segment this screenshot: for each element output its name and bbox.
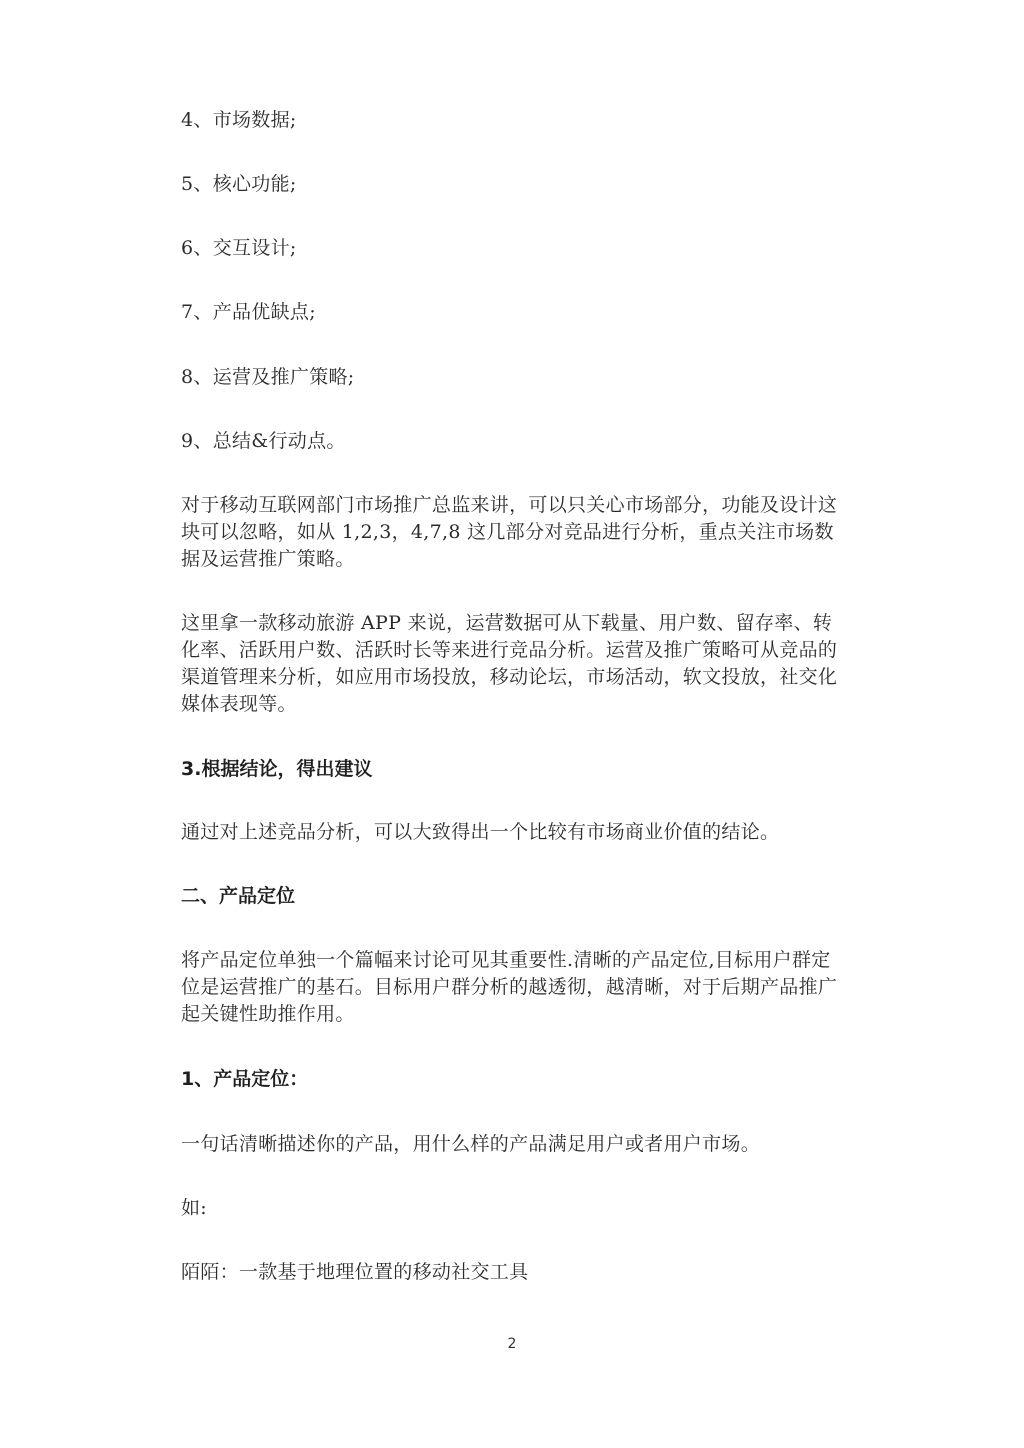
list-item-market-data: 4、市场数据;: [181, 109, 297, 131]
list-item-pros-cons: 7、产品优缺点;: [181, 301, 316, 323]
paragraph-conclusion: 通过对上述竞品分析，可以大致得出一个比较有市场商业价值的结论。: [181, 821, 780, 843]
list-item-summary: 9、总结&行动点。: [181, 430, 346, 452]
paragraph-one-sentence: 一句话清晰描述你的产品，用什么样的产品满足用户或者用户市场。: [181, 1133, 761, 1155]
example-label: 如:: [181, 1197, 208, 1219]
paragraph-positioning-intro: 将产品定位单独一个篇幅来讨论可见其重要性.清晰的产品定位,目标用户群定位是运营推广的基石。目标用户群分析的越透彻，越清晰，对于后期产品推广起关键性助推作用。: [181, 949, 838, 1025]
heading-positioning-sub: 1、产品定位：: [181, 1068, 309, 1090]
paragraph-market-focus: 对于移动互联网部门市场推广总监来讲，可以只关心市场部分，功能及设计这块可以忽略，如从 1,2,3，4,7,8 这几部分对竞品进行分析，重点关注市场数据及运营推广策略。: [181, 494, 838, 570]
heading-product-positioning: 二、产品定位: [181, 885, 296, 907]
list-item-core-features: 5、核心功能;: [181, 173, 297, 195]
list-item-interaction-design: 6、交互设计;: [181, 237, 297, 259]
list-item-operations-strategy: 8、运营及推广策略;: [181, 366, 355, 388]
page-number: 2: [507, 1336, 517, 1352]
paragraph-momo-example: 陌陌：一款基于地理位置的移动社交工具: [181, 1261, 529, 1283]
heading-conclusion: 3.根据结论，得出建议: [181, 758, 373, 780]
paragraph-travel-app-example: 这里拿一款移动旅游 APP 来说，运营数据可从下载量、用户数、留存率、转化率、活跃用户数、活跃时长等来进行竞品分析。运营及推广策略可从竞品的渠道管理来分析，如应用市场投放，移动论坛，市场活动，软文投放，社交化媒体表现等。: [181, 612, 838, 715]
